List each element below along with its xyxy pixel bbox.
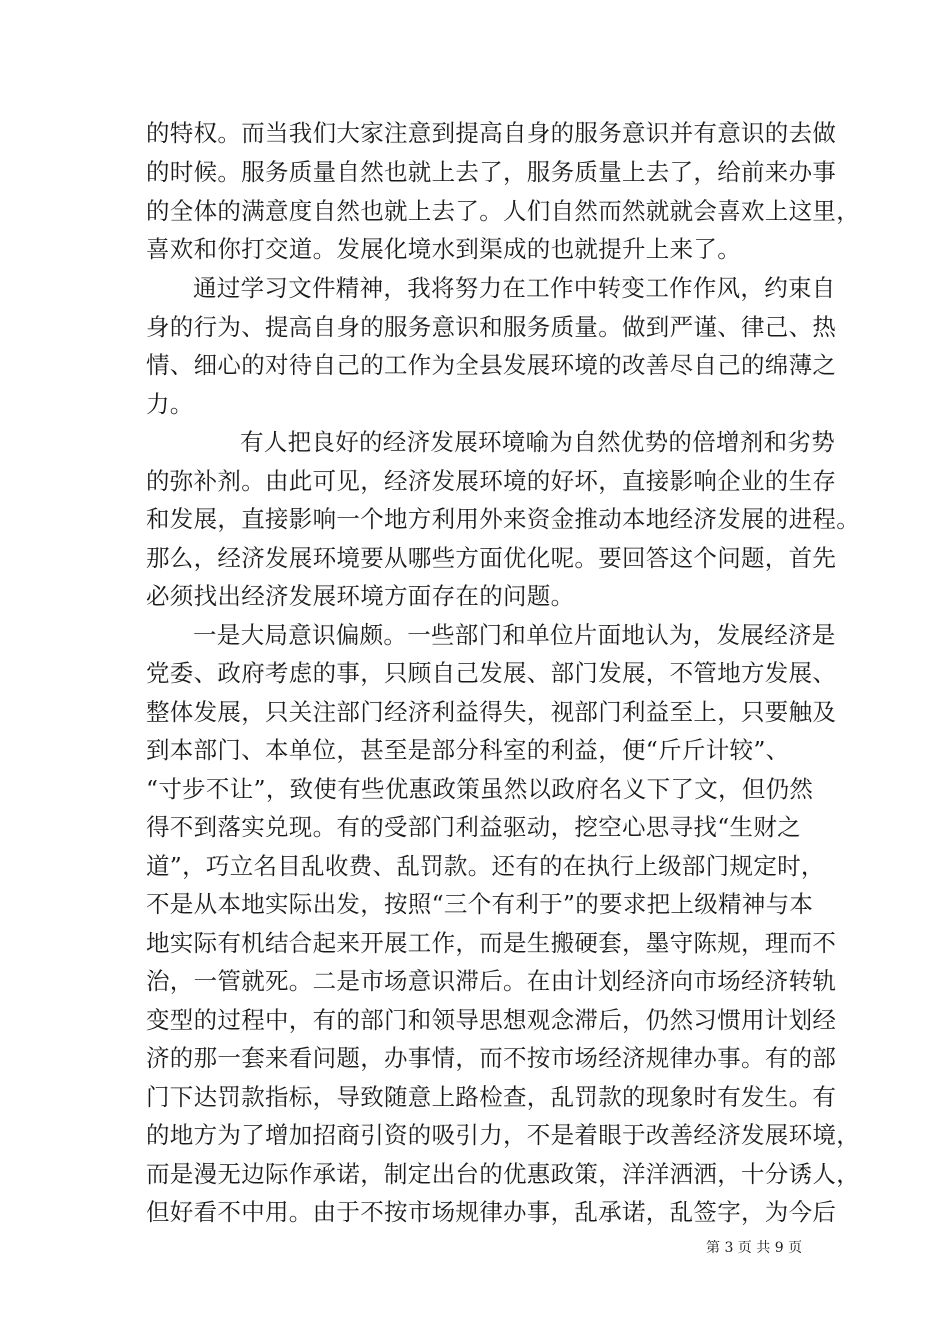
text-line: 治，一管就死。二是市场意识滞后。在由计划经济向市场经济转轨 [146, 967, 837, 995]
text-line: 门下达罚款指标，导致随意上路检查，乱罚款的现象时有发生。有 [146, 1083, 837, 1111]
text-line: 一是大局意识偏颇。一些部门和单位片面地认为，发展经济是 [193, 621, 836, 649]
text-line: 力。 [146, 390, 194, 418]
text-line: 必须找出经济发展环境方面存在的问题。 [146, 582, 575, 610]
text-line: 情、细心的对待自己的工作为全县发展环境的改善尽自己的绵薄之 [146, 351, 837, 379]
text-line: 地实际有机结合起来开展工作，而是生搬硬套，墨守陈规，理而不 [146, 929, 837, 957]
text-line: 得不到落实兑现。有的受部门利益驱动，挖空心思寻找“生财之 [146, 813, 801, 841]
text-line: 的地方为了增加招商引资的吸引力，不是着眼于改善经济发展环境， [146, 1121, 860, 1149]
text-line: 济的那一套来看问题，办事情，而不按市场经济规律办事。有的部 [146, 1044, 837, 1072]
text-line: 的全体的满意度自然也就上去了。人们自然而然就就会喜欢上这里， [146, 197, 860, 225]
text-line: “寸步不让”，致使有些优惠政策虽然以政府名义下了文，但仍然 [146, 775, 814, 803]
text-line: 和发展，直接影响一个地方利用外来资金推动本地经济发展的进程。 [146, 505, 860, 533]
page-number: 第 3 页 共 9 页 [706, 1240, 803, 1256]
text-line: 那么，经济发展环境要从哪些方面优化呢。要回答这个问题，首先 [146, 544, 837, 572]
text-line: 整体发展，只关注部门经济利益得失，视部门利益至上，只要触及 [146, 698, 837, 726]
text-line: 不是从本地实际出发，按照“三个有利于”的要求把上级精神与本 [146, 890, 814, 918]
text-line: 变型的过程中，有的部门和领导思想观念滞后，仍然习惯用计划经 [146, 1006, 837, 1034]
text-line: 的弥补剂。由此可见，经济发展环境的好坏，直接影响企业的生存 [146, 467, 837, 495]
text-line: 的特权。而当我们大家注意到提高自身的服务意识并有意识的去做 [146, 119, 837, 147]
text-line: 道”，巧立名目乱收费、乱罚款。还有的在执行上级部门规定时， [146, 852, 825, 880]
text-line: 而是漫无边际作承诺，制定出台的优惠政策，洋洋洒洒，十分诱人， [146, 1160, 860, 1188]
text-line: 有人把良好的经济发展环境喻为自然优势的倍增剂和劣势 [240, 428, 835, 456]
text-line: 身的行为、提高自身的服务意识和服务质量。做到严谨、律己、热 [146, 313, 837, 341]
text-line: 喜欢和你打交道。发展化境水到渠成的也就提升上来了。 [146, 235, 741, 263]
text-line: 通过学习文件精神，我将努力在工作中转变工作作风，约束自 [193, 274, 836, 302]
text-line: 但好看不中用。由于不按市场规律办事，乱承诺，乱签字，为今后 [146, 1198, 837, 1226]
text-line: 的时候。服务质量自然也就上去了，服务质量上去了，给前来办事 [146, 158, 837, 186]
text-line: 党委、政府考虑的事，只顾自己发展、部门发展，不管地方发展、 [146, 659, 837, 687]
text-line: 到本部门、本单位，甚至是部分科室的利益，便“斤斤计较”、 [146, 736, 790, 764]
